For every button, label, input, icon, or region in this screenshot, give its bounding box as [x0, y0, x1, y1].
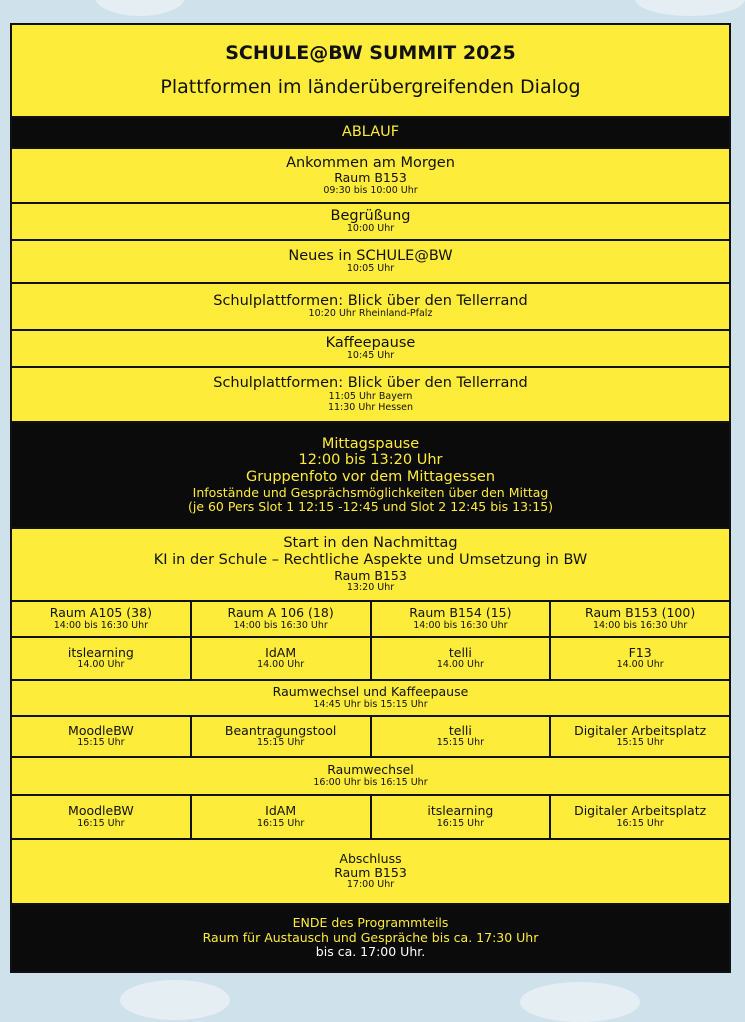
item-time: 13:20 Uhr — [346, 581, 395, 593]
schedule-item-arrival — [12, 149, 729, 202]
session-name: telli — [448, 644, 472, 660]
room-time: 14:00 bis 16:30 Uhr — [53, 619, 149, 631]
page-header — [12, 25, 729, 116]
item-slots: (je 60 Pers Slot 1 12:15 -12:45 und Slot 2 12:45 bis 13:15) — [187, 499, 554, 514]
item-time: 10:05 Uhr — [346, 263, 395, 275]
room-cell — [12, 602, 190, 636]
item-title: Kaffeepause — [325, 334, 416, 351]
session-name: F13 — [628, 644, 652, 660]
session-time: 14.00 Uhr — [436, 659, 484, 671]
item-time: 11:05 Uhr Bayern — [328, 390, 413, 402]
session-cell — [372, 638, 550, 679]
session-name: itslearning — [67, 644, 134, 660]
session-cell — [12, 717, 190, 756]
room-time: 14:00 bis 16:30 Uhr — [233, 619, 328, 631]
session-name: MoodleBW — [68, 803, 134, 819]
session-name: telli — [448, 722, 472, 738]
room-cell — [192, 602, 370, 636]
session-time: 16:15 Uhr — [256, 817, 305, 829]
session-time: 15:15 Uhr — [256, 737, 305, 749]
session-time: 14.00 Uhr — [77, 659, 125, 671]
session-time: 14.00 Uhr — [616, 659, 664, 671]
page-title: SCHULE@BW SUMMIT 2025 — [225, 41, 516, 64]
item-room: Raum B153 — [334, 170, 407, 186]
session-name: IdAM — [265, 644, 297, 660]
room-name: Raum B154 (15) — [409, 605, 512, 621]
item-time: 10:20 Uhr Rheinland-Pfalz — [308, 308, 433, 320]
session-name: Beantragungstool — [224, 722, 337, 738]
schedule-item-lunch — [12, 423, 729, 527]
schedule-item-afternoon-start — [12, 529, 729, 600]
item-title: Raumwechsel — [327, 762, 414, 778]
schedule-item-platforms-2 — [12, 368, 729, 421]
rooms-row — [12, 602, 729, 636]
session-time: 14.00 Uhr — [257, 659, 305, 671]
session-time: 16:15 Uhr — [616, 817, 664, 829]
session-cell — [12, 796, 190, 838]
session-cell — [192, 717, 370, 756]
session-row-1 — [12, 638, 729, 679]
room-cell — [551, 602, 729, 636]
session-cell — [372, 717, 550, 756]
schedule-item-closing — [12, 840, 729, 903]
item-title: Abschluss — [339, 850, 402, 866]
session-cell — [192, 796, 370, 838]
item-time: 10:45 Uhr — [346, 350, 395, 362]
item-time: 10:00 Uhr — [346, 223, 395, 235]
item-title: Begrüßung — [330, 207, 411, 224]
room-time: 14:00 bis 16:30 Uhr — [413, 619, 508, 631]
session-cell — [551, 796, 729, 838]
schedule-item-break-1 — [12, 681, 729, 715]
schedule-table — [12, 25, 729, 971]
session-time: 16:15 Uhr — [436, 817, 485, 829]
item-time: 17:00 Uhr — [346, 879, 395, 891]
item-info: Infostände und Gesprächsmöglichkeiten über den Mittag — [192, 484, 549, 500]
item-photo: Gruppenfoto vor dem Mittagessen — [245, 468, 496, 485]
cloud-decoration — [520, 982, 640, 1022]
item-room: Raum B153 — [334, 865, 407, 881]
session-row-2 — [12, 717, 729, 756]
item-title: Schulplattformen: Blick über den Tellerrand — [213, 375, 528, 392]
schedule-item-welcome — [12, 204, 729, 239]
session-time: 15:15 Uhr — [616, 737, 664, 749]
item-title: Schulplattformen: Blick über den Tellerrand — [213, 292, 528, 309]
session-cell — [551, 717, 729, 756]
session-cell — [551, 638, 729, 679]
session-name: IdAM — [265, 803, 297, 819]
cloud-decoration — [635, 0, 745, 16]
item-time: 09:30 bis 10:00 Uhr — [323, 184, 418, 196]
cloud-decoration — [95, 0, 185, 16]
end-time: bis ca. 17:00 Uhr. — [315, 944, 426, 960]
schedule-item-platforms-1 — [12, 284, 729, 329]
room-cell — [372, 602, 550, 636]
item-title: Start in den Nachmittag — [283, 535, 458, 552]
session-name: itslearning — [427, 803, 494, 819]
room-name: Raum B153 (100) — [585, 605, 696, 621]
item-title: Raumwechsel und Kaffeepause — [272, 684, 469, 700]
item-room: Raum B153 — [334, 567, 407, 583]
room-time: 14:00 bis 16:30 Uhr — [592, 619, 688, 631]
session-time: 16:15 Uhr — [77, 817, 125, 829]
item-time-2: 11:30 Uhr Hessen — [327, 401, 414, 413]
page-subtitle: Plattformen im länderübergreifenden Dialog — [160, 75, 581, 98]
session-cell — [12, 638, 190, 679]
item-time: 14:45 Uhr bis 15:15 Uhr — [313, 698, 428, 710]
section-heading-ablauf — [12, 118, 729, 147]
schedule-item-coffee — [12, 331, 729, 366]
session-name: Digitaler Arbeitsplatz — [574, 722, 707, 738]
schedule-item-end — [12, 905, 729, 971]
program-sheet — [10, 23, 731, 973]
end-title: ENDE des Programmteils — [292, 915, 449, 931]
session-row-3 — [12, 796, 729, 838]
room-name: Raum A 106 (18) — [227, 605, 334, 621]
session-time: 15:15 Uhr — [436, 737, 485, 749]
item-title: Mittagspause — [321, 435, 420, 452]
item-subtitle: KI in der Schule – Rechtliche Aspekte und Umsetzung in BW — [153, 551, 588, 568]
end-info: Raum für Austausch und Gespräche bis ca. 17:30 Uhr — [202, 929, 539, 945]
session-name: MoodleBW — [68, 722, 134, 738]
item-time: 16:00 Uhr bis 16:15 Uhr — [313, 776, 428, 788]
session-cell — [192, 638, 370, 679]
schedule-item-news — [12, 241, 729, 282]
schedule-item-break-2 — [12, 758, 729, 794]
session-time: 15:15 Uhr — [77, 737, 125, 749]
cloud-decoration — [120, 980, 230, 1020]
item-title: Ankommen am Morgen — [286, 154, 455, 171]
room-name: Raum A105 (38) — [49, 605, 152, 621]
item-title: Neues in SCHULE@BW — [288, 247, 453, 264]
session-name: Digitaler Arbeitsplatz — [574, 803, 707, 819]
item-time: 12:00 bis 13:20 Uhr — [298, 452, 443, 469]
session-cell — [372, 796, 550, 838]
ablauf-label: ABLAUF — [341, 124, 400, 141]
